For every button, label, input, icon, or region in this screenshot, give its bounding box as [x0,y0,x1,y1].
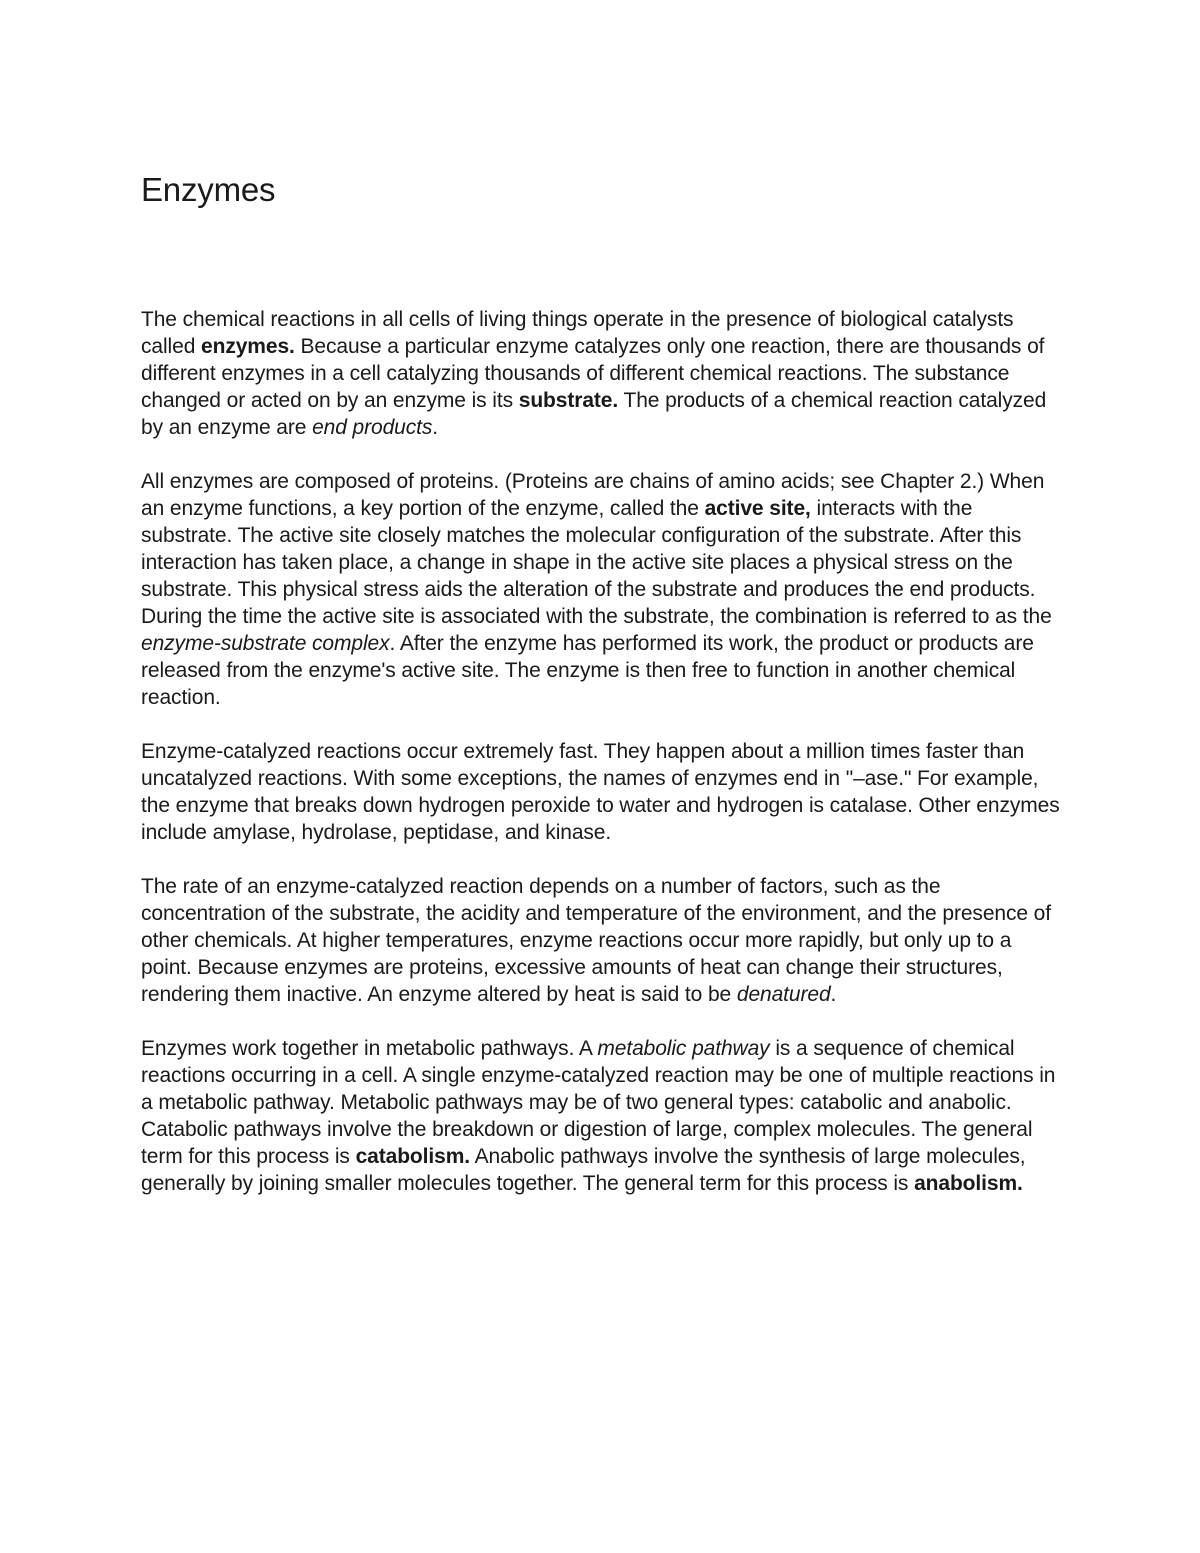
paragraph-text: . After the enzyme has performed its work, the product or products are released from the enzyme's active site. The enzyme is then free to function in another chemical reaction. [141,632,1034,709]
italic-term: denatured [736,983,831,1006]
paragraph-text: Because a particular enzyme catalyzes only one reaction, there are thousands of different enzymes in a cell catalyzing thousands of different chemical reactions. The substance changed or acted on by an enzyme is its [141,335,1045,412]
paragraph [141,738,1066,846]
bold-term: substrate. [518,389,619,412]
paragraph-text: The rate of an enzyme-catalyzed reaction depends on a number of factors, such as the concentration of the substrate, the acidity and temperature of the environment, and the presence of other chemicals. At higher temperatures, enzyme reactions occur more rapidly, but only up to a point. Because enzymes are proteins, excessive amounts of heat can change their structures, rendering them inactive. An enzyme altered by heat is said to be [141,875,1051,1006]
italic-term: end products [312,416,433,439]
italic-term: enzyme-substrate complex [141,632,390,655]
bold-term: enzymes. [201,335,295,358]
paragraph [141,468,1066,711]
paragraph-text: Enzyme-catalyzed reactions occur extremely fast. They happen about a million times faster than uncatalyzed reactions. With some exceptions, the names of enzymes end in "–ase." For example, the enzyme that breaks down hydrogen peroxide to water and hydrogen is catalase. Other enzymes include amylase, hydrolase, peptidase, and kinase. [141,740,1060,844]
paragraph-text: is a sequence of chemical reactions occurring in a cell. A single enzyme-catalyzed reaction may be one of multiple reactions in a metabolic pathway. Metabolic pathways may be of two general types: catabolic and anabolic. Catabolic pathways involve the breakdown or digestion of large, complex molecules. The general term for this process is [141,1037,1056,1168]
paragraph-text: interacts with the substrate. The active site closely matches the molecular configuration of the substrate. After this interaction has taken place, a change in shape in the active site places a physical stress on the substrate. This physical stress aids the alteration of the substrate and produces the end products. During the time the active site is associated with the substrate, the combination is referred to as the [141,497,1052,628]
paragraph [141,306,1066,441]
paragraph-text: . [830,983,837,1006]
document-body [141,306,1066,1224]
paragraph-text: All enzymes are composed of proteins. (Proteins are chains of amino acids; see Chapter 2.) When an enzyme functions, a key portion of the enzyme, called the [141,470,1045,520]
paragraph-text: The products of a chemical reaction catalyzed by an enzyme are [141,389,1047,439]
bold-term: active site, [704,497,811,520]
paragraph [141,873,1066,1008]
italic-term: metabolic pathway [597,1037,770,1060]
paragraph [141,1035,1066,1197]
bold-term: catabolism. [355,1145,471,1168]
bold-term: anabolism. [914,1172,1023,1195]
paragraph-text: Enzymes work together in metabolic pathways. A [141,1037,598,1060]
paragraph-text: Anabolic pathways involve the synthesis of large molecules, generally by joining smaller molecules together. The general term for this process is [141,1145,1026,1195]
paragraph-text: The chemical reactions in all cells of living things operate in the presence of biological catalysts called [141,308,1014,358]
page-title: Enzymes [141,171,276,208]
paragraph-text: . [432,416,439,439]
